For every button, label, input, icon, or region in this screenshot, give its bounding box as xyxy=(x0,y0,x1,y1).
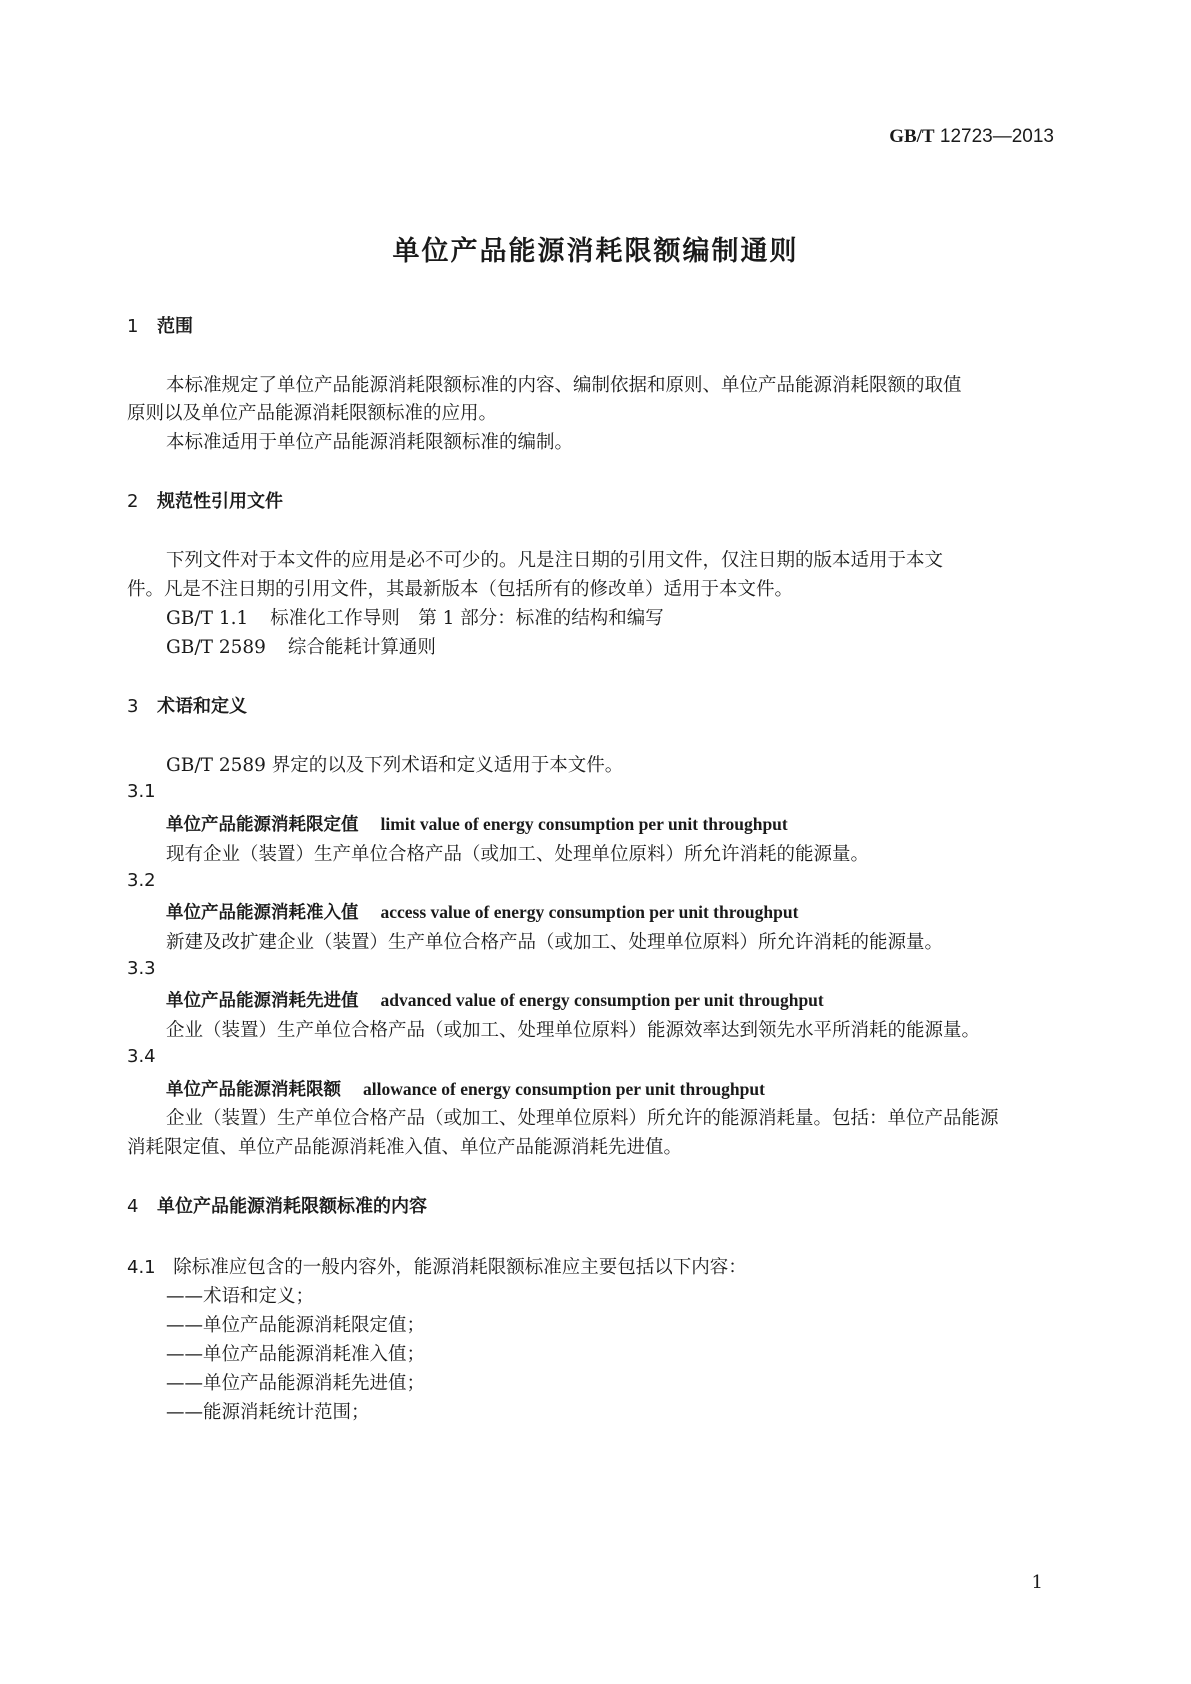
term-definition: 现有企业（装置）生产单位合格产品（或加工、处理单位原料）所允许消耗的能源量。 xyxy=(166,844,870,865)
term-zh: 单位产品能源消耗先进值 xyxy=(166,991,359,1011)
term-number: 3.2 xyxy=(127,870,156,891)
list-item: ——单位产品能源消耗限定值； xyxy=(166,1315,426,1336)
section-number: 2 xyxy=(127,491,139,512)
section-2-para-1: 下列文件对于本文件的应用是必不可少的。凡是注日期的引用文件，仅注日期的版本适用于本文 xyxy=(166,550,944,571)
section-title: 规范性引用文件 xyxy=(157,491,283,512)
clause-number: 4.1 xyxy=(127,1257,156,1278)
term-en: advanced value of energy consumption per unit throughput xyxy=(380,990,824,1010)
list-item: ——能源消耗统计范围； xyxy=(166,1402,370,1423)
term-number: 3.3 xyxy=(127,958,156,979)
term-en: access value of energy consumption per unit throughput xyxy=(380,902,799,922)
document-title: 单位产品能源消耗限额编制通则 xyxy=(392,236,799,267)
term-heading xyxy=(166,1076,765,1101)
reference-code: GB/T 1.1 xyxy=(166,608,249,629)
term-en: allowance of energy consumption per unit throughput xyxy=(363,1079,765,1099)
section-1-para-1: 本标准规定了单位产品能源消耗限额标准的内容、编制依据和原则、单位产品能源消耗限额的取值 xyxy=(166,375,962,396)
section-1-para-2: 本标准适用于单位产品能源消耗限额标准的编制。 xyxy=(166,432,574,453)
list-item: ——单位产品能源消耗先进值； xyxy=(166,1373,426,1394)
clause-4-1 xyxy=(127,1253,747,1279)
list-item: ——单位产品能源消耗准入值； xyxy=(166,1344,426,1365)
term-zh: 单位产品能源消耗限定值 xyxy=(166,815,359,835)
reference-code: GB/T 2589 xyxy=(166,637,266,658)
section-1-heading xyxy=(127,312,193,338)
standard-code xyxy=(889,126,1054,148)
term-zh: 单位产品能源消耗限额 xyxy=(166,1080,341,1100)
section-3-heading xyxy=(127,692,247,718)
term-heading xyxy=(166,899,798,924)
term-number: 3.4 xyxy=(127,1046,156,1067)
section-number: 4 xyxy=(127,1196,139,1217)
section-2-heading xyxy=(127,487,283,513)
section-title: 范围 xyxy=(157,316,193,337)
term-heading xyxy=(166,987,824,1012)
section-title: 单位产品能源消耗限额标准的内容 xyxy=(157,1196,427,1217)
reference-title: 标准化工作导则 第 1 部分：标准的结构和编写 xyxy=(270,608,664,629)
term-en: limit value of energy consumption per unit throughput xyxy=(380,814,788,834)
clause-text: 除标准应包含的一般内容外，能源消耗限额标准应主要包括以下内容： xyxy=(173,1257,747,1278)
section-number: 3 xyxy=(127,696,139,717)
section-1-para-1-cont: 原则以及单位产品能源消耗限额标准的应用。 xyxy=(127,403,498,424)
normative-reference xyxy=(166,633,436,659)
list-item: ——术语和定义； xyxy=(166,1286,315,1307)
term-definition: 企业（装置）生产单位合格产品（或加工、处理单位原料）能源效率达到领先水平所消耗的能源量。 xyxy=(166,1020,981,1041)
section-4-heading xyxy=(127,1192,427,1218)
term-number: 3.1 xyxy=(127,781,156,802)
section-title: 术语和定义 xyxy=(157,696,247,717)
page-number: 1 xyxy=(1031,1572,1043,1593)
section-2-para-1-cont: 件。凡是不注日期的引用文件，其最新版本（包括所有的修改单）适用于本文件。 xyxy=(127,579,794,600)
normative-reference xyxy=(166,604,664,630)
term-definition: 企业（装置）生产单位合格产品（或加工、处理单位原料）所允许的能源消耗量。包括：单位产品能源 xyxy=(166,1108,999,1129)
term-definition-cont: 消耗限定值、单位产品能源消耗准入值、单位产品能源消耗先进值。 xyxy=(127,1137,683,1158)
term-definition: 新建及改扩建企业（装置）生产单位合格产品（或加工、处理单位原料）所允许消耗的能源量。 xyxy=(166,932,944,953)
standard-number: 12723—2013 xyxy=(939,126,1054,147)
term-heading xyxy=(166,811,788,836)
section-number: 1 xyxy=(127,316,139,337)
term-zh: 单位产品能源消耗准入值 xyxy=(166,903,359,923)
section-3-intro: GB/T 2589 界定的以及下列术语和定义适用于本文件。 xyxy=(166,755,624,776)
standard-prefix: GB/T xyxy=(889,126,935,147)
reference-title: 综合能耗计算通则 xyxy=(287,637,436,658)
